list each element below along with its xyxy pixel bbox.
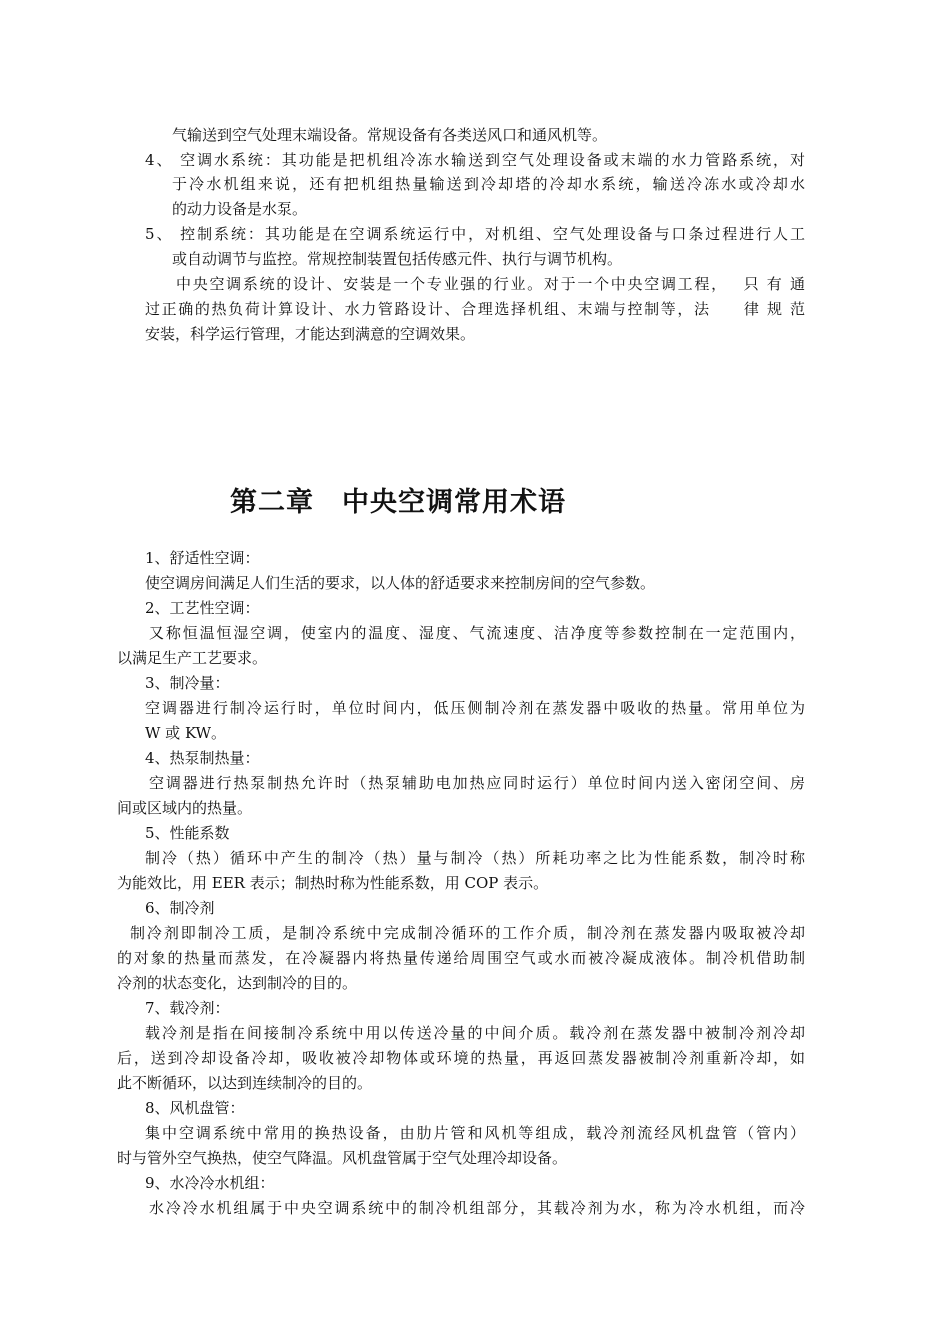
chapter-title: 第二章 中央空调常用术语: [230, 487, 566, 518]
intro-line: 或自动调节与监控。常规控制装置包括传感元件、执行与调节机构。: [172, 250, 623, 268]
term-body-line: 载冷剂是指在间接制冷系统中用以传送冷量的中间介质。载冷剂在蒸发器中被制冷剂冷却: [145, 1024, 805, 1042]
term-body-line: 制冷（热）循环中产生的制冷（热）量与制冷（热）所耗功率之比为性能系数，制冷时称: [145, 849, 805, 867]
term-body-line: 制冷剂即制冷工质，是制冷系统中完成制冷循环的工作介质，制冷剂在蒸发器内吸取被冷却: [130, 924, 805, 942]
intro-line: 于冷水机组来说，还有把机组热量输送到冷却塔的冷却水系统，输送冷冻水或冷却水: [172, 175, 805, 193]
term-heading: 6、制冷剂: [145, 899, 215, 917]
term-body-line: 的对象的热量而蒸发，在冷凝器内将热量传递给周围空气或水而被冷凝成液体。制冷机借助制: [117, 949, 805, 967]
intro-line: 4、 空调水系统：其功能是把机组冷冻水输送到空气处理设备或末端的水力管路系统，对: [145, 151, 805, 169]
term-body-line: W 或 KW。: [145, 724, 227, 742]
term-body-line: 使空调房间满足人们生活的要求，以人体的舒适要求来控制房间的空气参数。: [145, 574, 656, 592]
term-heading: 2、工艺性空调：: [145, 599, 260, 617]
term-heading: 5、性能系数: [145, 824, 230, 842]
intro-line: 气输送到空气处理末端设备。常规设备有各类送风口和通风机等。: [172, 126, 608, 144]
term-body-line: 冷剂的状态变化，达到制冷的目的。: [117, 974, 358, 992]
term-heading: 1、舒适性空调：: [145, 549, 260, 567]
intro-line: 安装，科学运行管理，才能达到满意的空调效果。: [145, 325, 476, 343]
term-heading: 4、热泵制热量：: [145, 749, 260, 767]
term-heading: 7、载冷剂：: [145, 999, 230, 1017]
term-body-line: 此不断循环，以达到连续制冷的目的。: [117, 1074, 373, 1092]
term-heading: 3、制冷量：: [145, 674, 230, 692]
term-heading: 9、水冷冷水机组：: [145, 1174, 275, 1192]
term-body-line: 后，送到冷却设备冷却，吸收被冷却物体或环境的热量，再返回蒸发器被制冷剂重新冷却，如: [117, 1049, 805, 1067]
term-body-line: 水冷冷水机组属于中央空调系统中的制冷机组部分，其载冷剂为水，称为冷水机组，而冷: [149, 1199, 805, 1217]
term-body-line: 空调器进行热泵制热允许时（热泵辅助电加热应同时运行）单位时间内送入密闭空间、房: [149, 774, 805, 792]
intro-line: 过正确的热负荷计算设计、水力管路设计、合理选择机组、末端与控制等，法 律 规 范: [145, 300, 805, 318]
term-body-line: 间或区域内的热量。: [117, 799, 253, 817]
term-body-line: 以满足生产工艺要求。: [117, 649, 268, 667]
term-body-line: 时与管外空气换热，使空气降温。风机盘管属于空气处理冷却设备。: [117, 1149, 568, 1167]
term-body-line: 空调器进行制冷运行时，单位时间内，低压侧制冷剂在蒸发器中吸收的热量。常用单位为: [145, 699, 805, 717]
term-heading: 8、风机盘管：: [145, 1099, 245, 1117]
intro-line: 的动力设备是水泵。: [172, 200, 308, 218]
term-body-line: 为能效比，用 EER 表示；制热时称为性能系数，用 COP 表示。: [117, 874, 549, 892]
term-body-line: 又称恒温恒湿空调，使室内的温度、湿度、气流速度、洁净度等参数控制在一定范围内，: [149, 624, 805, 642]
intro-line: 中央空调系统的设计、安装是一个专业强的行业。对于一个中央空调工程， 只 有 通: [176, 275, 805, 293]
intro-line: 5、 控制系统：其功能是在空调系统运行中，对机组、空气处理设备与口条过程进行人工: [145, 225, 805, 243]
term-body-line: 集中空调系统中常用的换热设备，由肋片管和风机等组成，载冷剂流经风机盘管（管内）: [145, 1124, 805, 1142]
